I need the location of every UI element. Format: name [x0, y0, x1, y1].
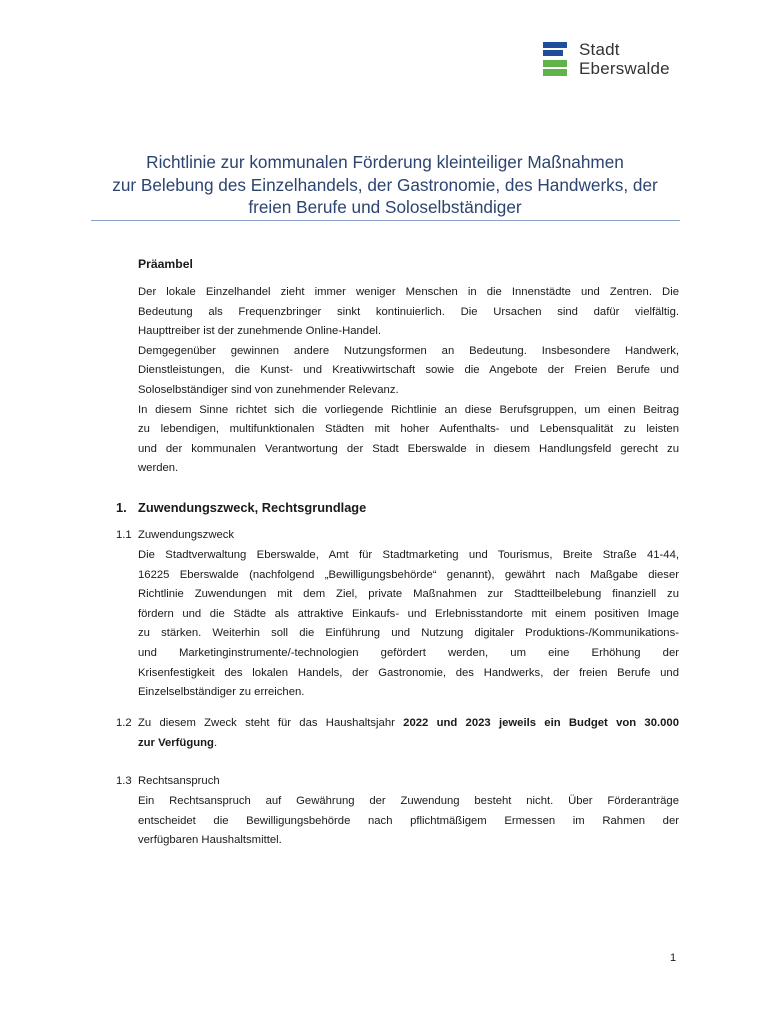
text-line: fördern und die Städte als attraktive Einkaufs- und Erlebnisstandorte mit einem positiven Image: [138, 607, 679, 620]
text-line: Soloselbständiger sind von zunehmender Relevanz.: [138, 383, 399, 396]
text-line: zu stärken. Weiterhin soll die Einführung und Nutzung digitaler Produktions-/Kommunikations-: [138, 627, 679, 640]
subsection-1-3-text: [138, 792, 679, 851]
subsection-1-3-heading: [116, 772, 220, 792]
budget-text: Zu diesem Zweck steht für das Haushaltsjahr: [138, 717, 404, 729]
text-line: entscheidet die Bewilligungsbehörde nach pflichtmäßigem Ermessen im Rahmen der: [138, 814, 679, 827]
text-line: Dienstleistungen, die Kunst- und Kreativwirtschaft sowie die Angebote der Freien Berufe und: [138, 364, 679, 377]
text-line: Einzelselbständiger zu erreichen.: [138, 686, 305, 699]
text-line: Die Stadtverwaltung Eberswalde, Amt für Stadtmarketing und Tourismus, Breite Straße 41-44,: [138, 549, 679, 561]
text-line: und der kommunalen Verantwortung der Stadt Eberswalde in diesem Handlungsfeld gerecht zu: [138, 442, 679, 455]
section-number: 1.: [116, 500, 127, 515]
title-line: freien Berufe und Soloselbständiger: [248, 197, 522, 217]
logo-text: [579, 40, 670, 78]
subsection-label: Zuwendungszweck: [138, 529, 235, 541]
budget-availability: zur Verfügung: [138, 736, 214, 749]
logo-line-1: Stadt: [579, 40, 620, 59]
subsection-1-2: [116, 714, 138, 734]
text-line: verfügbaren Haushaltsmittel.: [138, 834, 282, 847]
title-divider: [91, 220, 680, 221]
subsection-1-2-text: [138, 714, 679, 753]
subsection-1-1-heading: [116, 526, 234, 546]
period: .: [213, 736, 218, 749]
preamble-text: [138, 283, 679, 479]
text-line: In diesem Sinne richtet sich die vorliegende Richtlinie an diese Berufsgruppen, um einen Beitrag: [138, 403, 679, 416]
text-line: [138, 734, 679, 754]
logo-mark-icon: [543, 42, 567, 78]
text-line: Ein Rechtsanspruch auf Gewährung der Zuwendung besteht nicht. Über Förderanträge: [138, 795, 679, 807]
subsection-1-1-text: [138, 546, 679, 703]
subsection-number: 1.2: [116, 717, 132, 729]
text-line: zu lebendigen, multifunktionalen Städten mit hoher Aufenthalts- und Lebensqualität zu leisten: [138, 423, 679, 436]
preamble-heading: Präambel: [138, 257, 193, 271]
text-line: Haupttreiber ist der zunehmende Online-Handel.: [138, 325, 382, 338]
page-number: 1: [670, 952, 677, 964]
text-line: Bedeutung als Frequenzbringer sinkt kontinuierlich. Die Ursachen sind dafür vielfältig.: [138, 305, 679, 318]
document-title: [80, 151, 690, 219]
title-line: zur Belebung des Einzelhandels, der Gastronomie, des Handwerks, der: [112, 174, 658, 195]
text-line: Der lokale Einzelhandel zieht immer weniger Menschen in die Innenstädte und Zentren. Die: [138, 286, 679, 298]
logo-line-2: Eberswalde: [579, 59, 670, 78]
text-line: Demgegenüber gewinnen andere Nutzungsformen an Bedeutung. Insbesondere Handwerk,: [138, 344, 679, 357]
text-line: Richtlinie Zuwendungen mit dem Ziel, private Maßnahmen zur Stadtteilbelebung finanziell zu: [138, 588, 679, 601]
text-line: 16225 Eberswalde (nachfolgend „Bewilligungsbehörde“ genannt), gewährt nach Maßgabe dieser: [138, 568, 679, 581]
text-line: Krisenfestigkeit des lokalen Handels, der Gastronomie, des Handwerks, der freien Berufe und: [138, 666, 679, 679]
title-line: Richtlinie zur kommunalen Förderung kleinteiliger Maßnahmen: [146, 152, 624, 172]
subsection-label: Rechtsanspruch: [138, 775, 220, 787]
text-line: [138, 714, 679, 734]
subsection-number: 1.1: [116, 529, 132, 541]
section-1-heading: [116, 500, 366, 515]
subsection-number: 1.3: [116, 775, 132, 787]
text-line: und Marketinginstrumente/-technologien gefördert werden, um eine Erhöhung der: [138, 646, 679, 659]
budget-amount: 2022 und 2023 jeweils ein Budget von 30.000: [403, 717, 679, 729]
city-logo: [543, 42, 683, 82]
text-line: werden.: [138, 462, 179, 475]
section-title: Zuwendungszweck, Rechtsgrundlage: [138, 500, 367, 515]
